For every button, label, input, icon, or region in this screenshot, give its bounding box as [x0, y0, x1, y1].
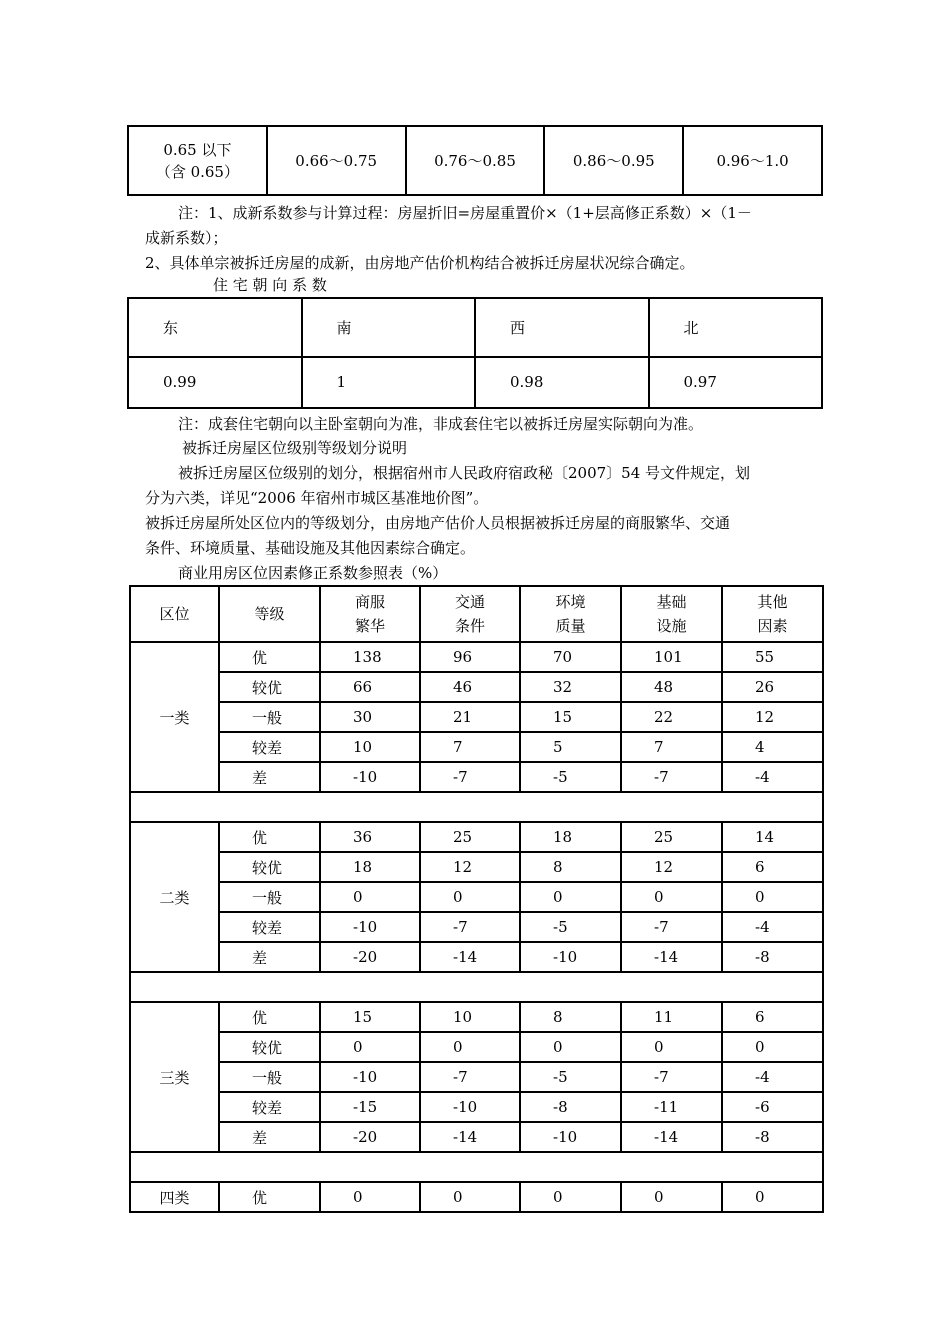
value-cell: 4	[722, 732, 823, 762]
value-cell: -5	[520, 1062, 621, 1092]
table-cell: 0.86～0.95	[544, 126, 683, 195]
separator-cell	[130, 1152, 823, 1182]
value-cell: -8	[722, 942, 823, 972]
zone-cell: 二类	[130, 822, 219, 972]
value-cell: 70	[520, 642, 621, 672]
table-row	[128, 298, 822, 357]
value-cell: -7	[621, 762, 722, 792]
value-cell: -8	[722, 1122, 823, 1152]
table-row	[130, 1092, 823, 1122]
table-cell: 西	[475, 298, 649, 357]
value-cell: -14	[420, 942, 520, 972]
header-zone: 区位	[130, 586, 219, 642]
value-cell: -7	[420, 762, 520, 792]
header-environment	[520, 586, 621, 642]
value-cell: -7	[420, 1062, 520, 1092]
value-cell: 0	[621, 882, 722, 912]
header-line: 质量	[555, 617, 586, 635]
value-cell: 5	[520, 732, 621, 762]
separator-row	[130, 1152, 823, 1182]
table-row	[128, 126, 822, 195]
grade-cell: 优	[219, 1002, 320, 1032]
depreciation-range-table	[127, 125, 823, 196]
value-cell: 8	[520, 1002, 621, 1032]
value-cell: 0	[621, 1182, 722, 1212]
separator-cell	[130, 792, 823, 822]
value-cell: 66	[320, 672, 420, 702]
value-cell: -14	[420, 1122, 520, 1152]
table-row	[130, 1182, 823, 1212]
table-cell	[128, 126, 267, 195]
header-line: 繁华	[354, 617, 385, 635]
grade-cell: 一般	[219, 702, 320, 732]
grade-cell: 一般	[219, 882, 320, 912]
table-row	[130, 672, 823, 702]
header-line: 条件	[454, 617, 485, 635]
value-cell: 48	[621, 672, 722, 702]
table-cell: 0.99	[128, 357, 302, 408]
header-traffic	[420, 586, 520, 642]
zone-para2-line1: 被拆迁房屋所处区位内的等级划分，由房地产估价人员根据被拆迁房屋的商服繁华、交通	[145, 514, 731, 532]
commercial-table-body	[130, 642, 823, 1212]
value-cell: 0	[420, 882, 520, 912]
header-line: 其他	[757, 593, 788, 611]
value-cell: -4	[722, 912, 823, 942]
value-cell: -5	[520, 912, 621, 942]
value-cell: -11	[621, 1092, 722, 1122]
table-row	[128, 357, 822, 408]
value-cell: -10	[420, 1092, 520, 1122]
value-cell: 11	[621, 1002, 722, 1032]
value-cell: -10	[520, 942, 621, 972]
grade-cell: 较优	[219, 852, 320, 882]
table-cell: 0.76～0.85	[406, 126, 545, 195]
separator-row	[130, 972, 823, 1002]
header-other	[722, 586, 823, 642]
header-line: 设施	[656, 617, 687, 635]
value-cell: 12	[621, 852, 722, 882]
header-line: 因素	[757, 617, 788, 635]
value-cell: -10	[520, 1122, 621, 1152]
value-cell: 138	[320, 642, 420, 672]
value-cell: 18	[320, 852, 420, 882]
table-row	[130, 942, 823, 972]
value-cell: 15	[320, 1002, 420, 1032]
value-cell: 25	[621, 822, 722, 852]
grade-cell: 较优	[219, 672, 320, 702]
value-cell: 7	[420, 732, 520, 762]
table-cell: 北	[649, 298, 823, 357]
header-grade: 等级	[219, 586, 320, 642]
table-row	[130, 1002, 823, 1032]
value-cell: 26	[722, 672, 823, 702]
value-cell: 6	[722, 1002, 823, 1032]
value-cell: 0	[320, 882, 420, 912]
value-cell: -4	[722, 762, 823, 792]
table-cell: 南	[302, 298, 476, 357]
value-cell: -14	[621, 1122, 722, 1152]
value-cell: -14	[621, 942, 722, 972]
value-cell: -6	[722, 1092, 823, 1122]
table-row	[130, 762, 823, 792]
header-commerce	[320, 586, 420, 642]
table-row	[130, 1032, 823, 1062]
note1-line1: 注：1、成新系数参与计算过程：房屋折旧=房屋重置价×（1+层高修正系数）×（1－	[178, 204, 752, 222]
separator-cell	[130, 972, 823, 1002]
header-line: 环境	[555, 593, 586, 611]
grade-cell: 较差	[219, 912, 320, 942]
table-row	[130, 882, 823, 912]
value-cell: 21	[420, 702, 520, 732]
table-row	[130, 822, 823, 852]
table-row	[130, 732, 823, 762]
value-cell: -5	[520, 762, 621, 792]
value-cell: -15	[320, 1092, 420, 1122]
value-cell: 0	[520, 882, 621, 912]
value-cell: 36	[320, 822, 420, 852]
zone-para1-line1: 被拆迁房屋区位级别的划分，根据宿州市人民政府宿政秘〔2007〕54 号文件规定，划	[178, 464, 751, 482]
value-cell: 0	[420, 1032, 520, 1062]
grade-cell: 较优	[219, 1032, 320, 1062]
note1-line2: 成新系数）；	[145, 229, 228, 247]
value-cell: -20	[320, 1122, 420, 1152]
zone-title: 被拆迁房屋区位级别等级划分说明	[182, 439, 408, 457]
value-cell: 0	[420, 1182, 520, 1212]
value-cell: 6	[722, 852, 823, 882]
value-cell: 8	[520, 852, 621, 882]
value-cell: 46	[420, 672, 520, 702]
value-cell: 30	[320, 702, 420, 732]
zone-cell: 一类	[130, 642, 219, 792]
grade-cell: 优	[219, 822, 320, 852]
value-cell: 12	[722, 702, 823, 732]
grade-cell: 差	[219, 1122, 320, 1152]
zone-para2-line2: 条件、环境质量、基础设施及其他因素综合确定。	[145, 539, 476, 557]
separator-row	[130, 792, 823, 822]
value-cell: -7	[621, 1062, 722, 1092]
grade-cell: 差	[219, 762, 320, 792]
value-cell: -10	[320, 1062, 420, 1092]
header-row	[130, 586, 823, 642]
value-cell: 0	[722, 1182, 823, 1212]
value-cell: -7	[420, 912, 520, 942]
value-cell: 18	[520, 822, 621, 852]
grade-cell: 优	[219, 1182, 320, 1212]
zone-cell: 四类	[130, 1182, 219, 1212]
note1-line3: 2、具体单宗被拆迁房屋的成新，由房地产估价机构结合被拆迁房屋状况综合确定。	[145, 254, 695, 272]
value-cell: -20	[320, 942, 420, 972]
value-cell: 12	[420, 852, 520, 882]
table-cell: 东	[128, 298, 302, 357]
value-cell: 0	[520, 1032, 621, 1062]
cell-line: 0.65 以下	[163, 140, 232, 159]
value-cell: 96	[420, 642, 520, 672]
orientation-title: 住 宅 朝 向 系 数	[213, 276, 327, 294]
cell-line: （含 0.65）	[155, 162, 239, 181]
table-cell: 0.97	[649, 357, 823, 408]
table-cell: 0.98	[475, 357, 649, 408]
commercial-factor-table	[129, 585, 824, 1213]
value-cell: 0	[320, 1182, 420, 1212]
value-cell: -10	[320, 912, 420, 942]
value-cell: -10	[320, 762, 420, 792]
value-cell: 101	[621, 642, 722, 672]
zone-cell: 三类	[130, 1002, 219, 1152]
table-cell: 0.66～0.75	[267, 126, 406, 195]
value-cell: 0	[621, 1032, 722, 1062]
grade-cell: 较差	[219, 1092, 320, 1122]
table-cell: 0.96～1.0	[683, 126, 822, 195]
value-cell: 32	[520, 672, 621, 702]
value-cell: 15	[520, 702, 621, 732]
table-row	[130, 912, 823, 942]
value-cell: 0	[722, 1032, 823, 1062]
table-row	[130, 702, 823, 732]
value-cell: 10	[420, 1002, 520, 1032]
value-cell: 25	[420, 822, 520, 852]
table-cell: 1	[302, 357, 476, 408]
value-cell: 0	[520, 1182, 621, 1212]
table-row	[130, 852, 823, 882]
value-cell: 22	[621, 702, 722, 732]
value-cell: -7	[621, 912, 722, 942]
value-cell: -4	[722, 1062, 823, 1092]
grade-cell: 差	[219, 942, 320, 972]
value-cell: 14	[722, 822, 823, 852]
commercial-title: 商业用房区位因素修正系数参照表（%）	[178, 564, 448, 582]
value-cell: 55	[722, 642, 823, 672]
grade-cell: 优	[219, 642, 320, 672]
orientation-table	[127, 297, 823, 409]
value-cell: 10	[320, 732, 420, 762]
grade-cell: 较差	[219, 732, 320, 762]
zone-para1-line2: 分为六类，详见“2006 年宿州市城区基准地价图”。	[145, 489, 489, 507]
value-cell: 0	[320, 1032, 420, 1062]
value-cell: -8	[520, 1092, 621, 1122]
grade-cell: 一般	[219, 1062, 320, 1092]
value-cell: 7	[621, 732, 722, 762]
header-line: 基础	[656, 593, 687, 611]
table-row	[130, 642, 823, 672]
note2: 注：成套住宅朝向以主卧室朝向为准，非成套住宅以被拆迁房屋实际朝向为准。	[178, 415, 704, 433]
table-row	[130, 1062, 823, 1092]
header-infrastructure	[621, 586, 722, 642]
header-line: 商服	[354, 593, 385, 611]
value-cell: 0	[722, 882, 823, 912]
header-line: 交通	[454, 593, 485, 611]
table-row	[130, 1122, 823, 1152]
